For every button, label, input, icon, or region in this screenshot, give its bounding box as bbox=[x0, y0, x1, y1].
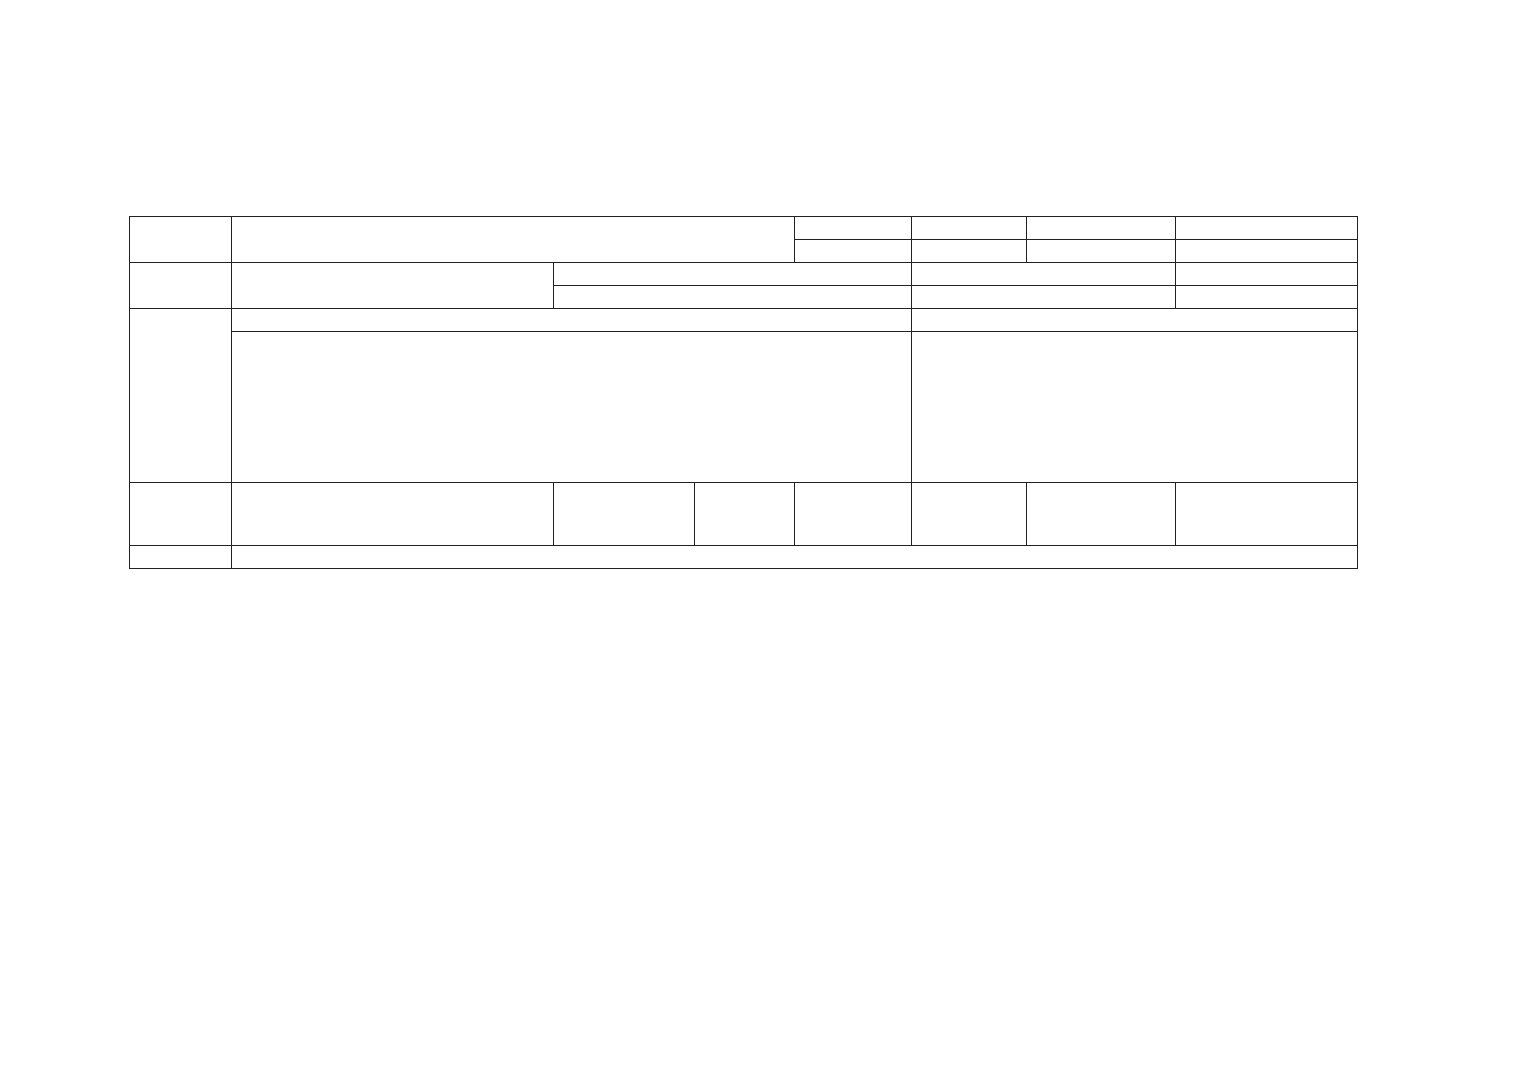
annual-budget-value bbox=[554, 286, 912, 309]
finance-room-label bbox=[795, 217, 912, 240]
annual-budget-label bbox=[554, 263, 912, 286]
exec-rate-value bbox=[1176, 286, 1358, 309]
indicators-section-label bbox=[130, 483, 232, 546]
col-actual bbox=[912, 483, 1027, 546]
col-unit bbox=[554, 483, 695, 546]
goals-section-label bbox=[130, 309, 232, 483]
initial-goal-label bbox=[232, 309, 912, 332]
annual-exec-value bbox=[912, 286, 1176, 309]
note-value bbox=[232, 546, 1358, 569]
col-nature bbox=[695, 483, 795, 546]
score-value bbox=[1176, 217, 1358, 240]
col-score bbox=[1176, 483, 1358, 546]
col-weight bbox=[1027, 483, 1176, 546]
initial-goal-text bbox=[232, 332, 912, 483]
col-target bbox=[795, 483, 912, 546]
phone-value bbox=[1176, 240, 1358, 263]
budget-section-label bbox=[130, 263, 232, 309]
annual-exec-label bbox=[912, 263, 1176, 286]
finance-room-value bbox=[912, 217, 1027, 240]
fund-label bbox=[232, 263, 554, 309]
dept-value bbox=[232, 217, 795, 263]
exec-rate-label bbox=[1176, 263, 1358, 286]
dept-label bbox=[130, 217, 232, 263]
actual-goal-text bbox=[912, 332, 1358, 483]
col-name bbox=[232, 483, 554, 546]
score-label bbox=[1027, 217, 1176, 240]
contact-value bbox=[912, 240, 1027, 263]
actual-goal-label bbox=[912, 309, 1358, 332]
note-label bbox=[130, 546, 232, 569]
contact-label bbox=[795, 240, 912, 263]
performance-table bbox=[129, 216, 1358, 569]
phone-label bbox=[1027, 240, 1176, 263]
